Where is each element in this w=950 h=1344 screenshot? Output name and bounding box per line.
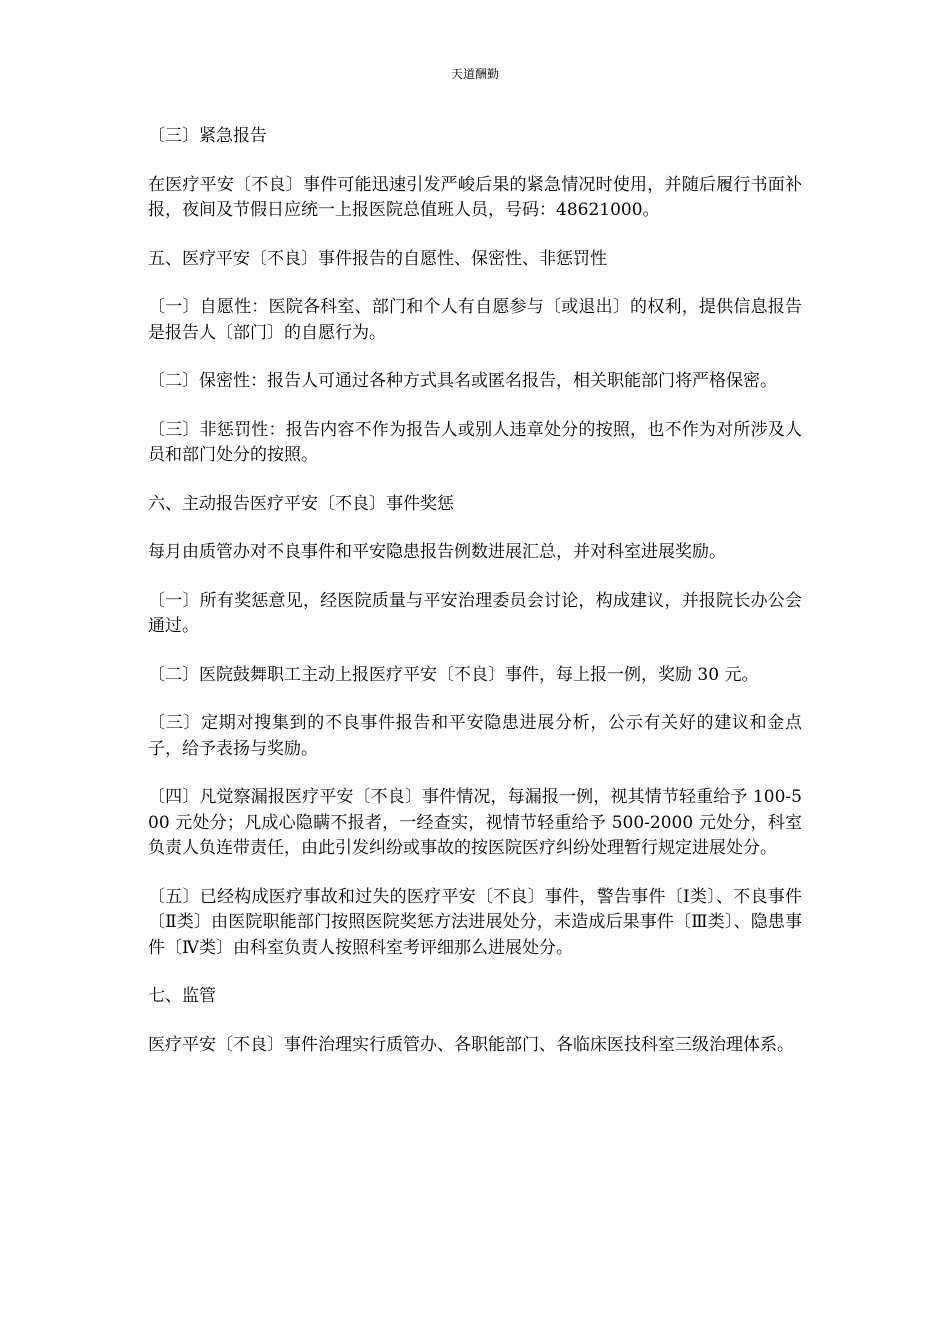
paragraph-confidential: 〔二〕保密性：报告人可通过各种方式具名或匿名报告，相关职能部门将严格保密。 bbox=[148, 371, 777, 391]
paragraph-reward-1: 〔一〕所有奖惩意见，经医院质量与平安治理委员会讨论，构成建议，并报院长办公会通过。 bbox=[148, 590, 802, 636]
paragraph-penalty-5: 〔五〕已经构成医疗事故和过失的医疗平安〔不良〕事件，警告事件〔Ⅰ类〕、不良事件〔Ⅱ类〕由医院职能部门按照医院奖惩方法进展处分，未造成后果事件〔Ⅲ类〕、隐患事件〔Ⅳ类〕由科室负责人按照科室考评细那么进展处分。 bbox=[148, 886, 802, 958]
paragraph-reward-2: 〔二〕医院鼓舞职工主动上报医疗平安〔不良〕事件，每上报一例，奖励 30 元。 bbox=[148, 664, 759, 685]
paragraph-non-punitive: 〔三〕非惩罚性：报告内容不作为报告人或别人违章处分的按照，也不作为对所涉及人员和部门处分的按照。 bbox=[148, 419, 802, 465]
paragraph-monthly-summary: 每月由质管办对不良事件和平安隐患报告例数进展汇总，并对科室进展奖励。 bbox=[148, 542, 726, 562]
paragraph-voluntary: 〔一〕自愿性：医院各科室、部门和个人有自愿参与〔或退出〕的权利，提供信息报告是报告人〔部门〕的自愿行为。 bbox=[148, 297, 802, 343]
paragraph-emergency-report: 在医疗平安〔不良〕事件可能迅速引发严峻后果的紧急情况时使用，并随后履行书面补报，夜间及节假日应统一上报医院总值班人员，号码：48621000。 bbox=[148, 174, 802, 220]
paragraph-penalty-4: 〔四〕凡觉察漏报医疗平安〔不良〕事件情况，每漏报一例，视其情节轻重给予 100-500 元处分；凡成心隐瞒不报者，一经查实，视情节轻重给予 500-2000 元处分，科室负责人负连带责任，由此引发纠纷或事故的按医院医疗纠纷处理暂行规定进展处分。 bbox=[148, 787, 802, 858]
section-heading-six: 六、主动报告医疗平安〔不良〕事件奖惩 bbox=[148, 493, 454, 514]
paragraph-supervision: 医疗平安〔不良〕事件治理实行质管办、各职能部门、各临床医技科室三级治理体系。 bbox=[148, 1034, 794, 1055]
document-body bbox=[148, 124, 802, 1081]
page-header: 天道酬勤 bbox=[450, 67, 499, 81]
section-heading-emergency-report: 〔三〕紧急报告 bbox=[148, 126, 267, 146]
section-heading-five: 五、医疗平安〔不良〕事件报告的自愿性、保密性、非惩罚性 bbox=[148, 248, 607, 269]
paragraph-reward-3: 〔三〕定期对搜集到的不良事件报告和平安隐患进展分析，公示有关好的建议和金点子，给予表扬与奖励。 bbox=[148, 713, 802, 759]
section-heading-seven: 七、监管 bbox=[148, 986, 216, 1006]
